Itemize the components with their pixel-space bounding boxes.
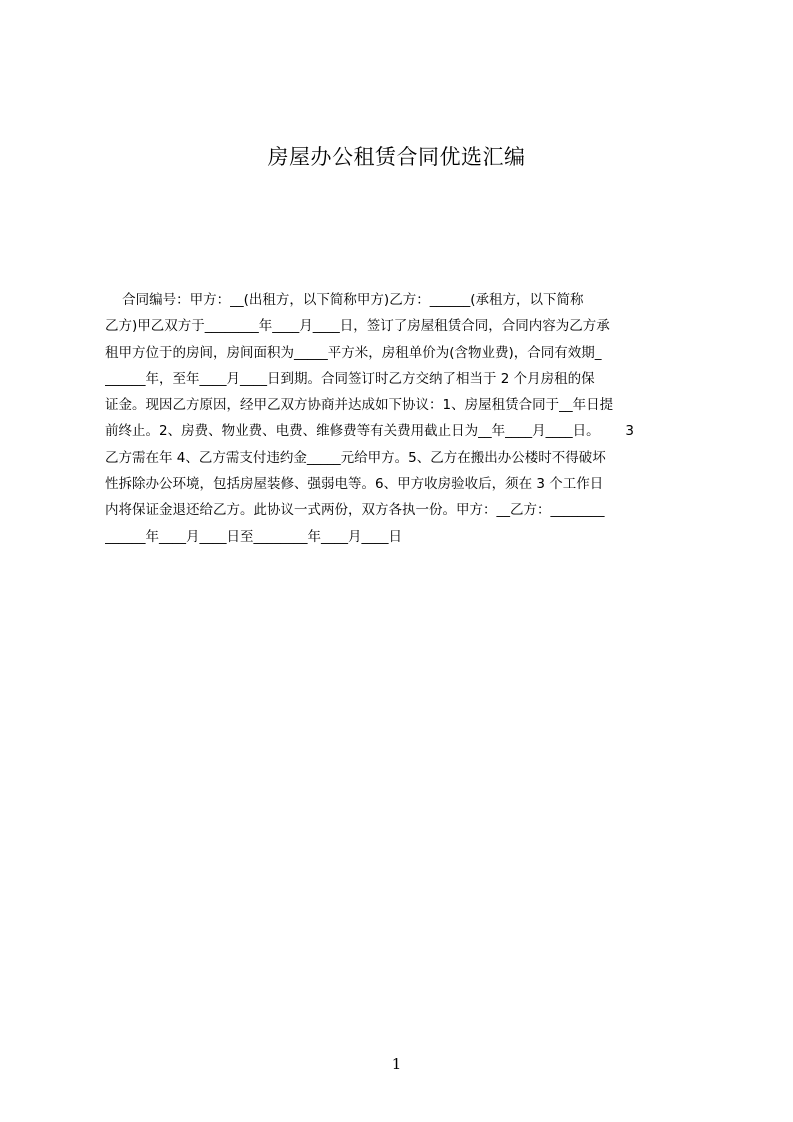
body-line: ______年____月____日至________年____月____日 — [105, 528, 402, 545]
page-number: 1 — [391, 1055, 402, 1073]
body-line: ______年，至年____月____日到期。合同签订时乙方交纳了相当于 2 个月房租的保 — [105, 370, 595, 387]
body-line: 内将保证金退还给乙方。此协议一式两份，双方各执一份。甲方：__乙方：________ — [105, 502, 605, 519]
body-line: 性拆除办公环境，包括房屋装修、强弱电等。6、甲方收房验收后，须在 3 个工作日 — [105, 476, 604, 493]
document-title: 房屋办公租赁合同优选汇编 — [267, 145, 526, 169]
body-line: 前终止。2、房费、物业费、电费、维修费等有关费用截止日为__年____月____日。 3 — [105, 423, 634, 440]
body-line: 乙方)甲乙双方于________年____月____日，签订了房屋租赁合同，合同内容为乙方承 — [105, 318, 610, 335]
body-line: 证金。现因乙方原因，经甲乙双方协商并达成如下协议：1、房屋租赁合同于__年日提 — [105, 397, 614, 414]
contract-body — [105, 287, 699, 550]
body-line: 合同编号：甲方：__(出租方，以下简称甲方)乙方：______(承租方，以下简称 — [105, 292, 584, 308]
body-line: 租甲方位于的房间，房间面积为_____平方米，房租单价为(含物业费)，合同有效期_ — [105, 344, 602, 361]
body-line: 乙方需在年 4、乙方需支付违约金_____元给甲方。5、乙方在搬出办公楼时不得破坏 — [105, 449, 606, 466]
